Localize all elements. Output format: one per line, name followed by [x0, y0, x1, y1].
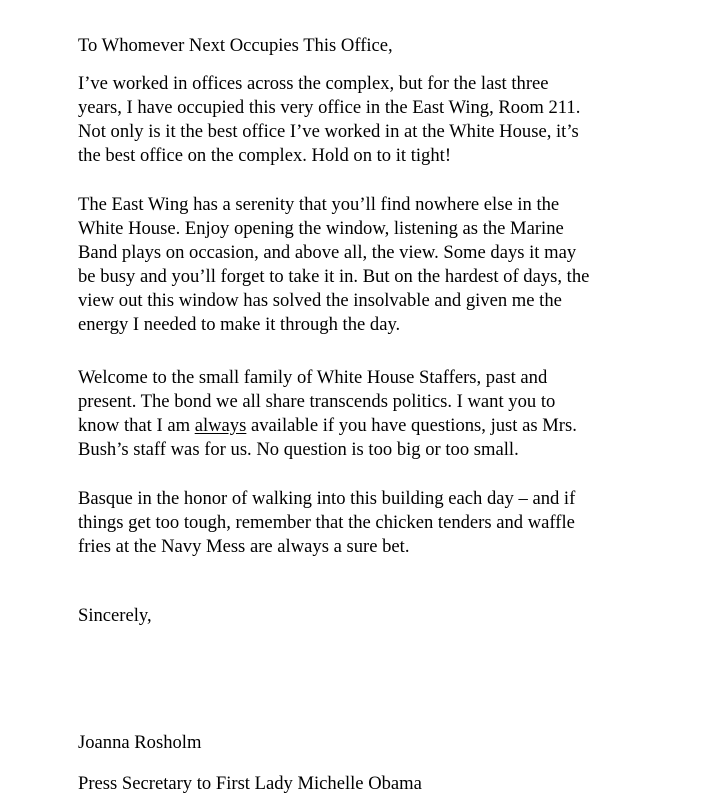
paragraph-line: Welcome to the small family of White House Staffers, past and — [78, 367, 548, 388]
paragraph-line: be busy and you’ll forget to take it in. But on the hardest of days, the — [78, 266, 590, 287]
paragraph-welcome — [78, 366, 577, 462]
letter-closing: Sincerely, — [78, 605, 152, 626]
paragraph-line: White House. Enjoy opening the window, listening as the Marine — [78, 218, 564, 239]
text-fragment: available if you have questions, just as Mrs. — [246, 415, 577, 436]
paragraph-line: years, I have occupied this very office in the East Wing, Room 211. — [78, 97, 581, 118]
paragraph-line: fries at the Navy Mess are always a sure bet. — [78, 536, 410, 557]
paragraph-line: energy I needed to make it through the day. — [78, 314, 401, 335]
paragraph-line: Not only is it the best office I’ve worked in at the White House, it’s — [78, 121, 579, 142]
paragraph-line: present. The bond we all share transcends politics. I want you to — [78, 391, 556, 412]
letter-greeting: To Whomever Next Occupies This Office, — [78, 35, 393, 56]
paragraph-line: view out this window has solved the insolvable and given me the — [78, 290, 562, 311]
paragraph-navy-mess — [78, 487, 575, 559]
paragraph-line: Band plays on occasion, and above all, the view. Some days it may — [78, 242, 577, 263]
text-fragment: know that I am — [78, 415, 195, 436]
signature-name: Joanna Rosholm — [78, 732, 202, 753]
signature-title: Press Secretary to First Lady Michelle Obama — [78, 773, 422, 794]
paragraph-line: the best office on the complex. Hold on to it tight! — [78, 145, 452, 166]
underlined-word: always — [194, 415, 247, 436]
paragraph-line-with-underline — [78, 414, 577, 438]
paragraph-line: The East Wing has a serenity that you’ll find nowhere else in the — [78, 194, 560, 215]
paragraph-intro — [78, 72, 580, 168]
paragraph-east-wing — [78, 193, 589, 337]
paragraph-line: things get too tough, remember that the chicken tenders and waffle — [78, 512, 575, 533]
paragraph-line: I’ve worked in offices across the complex, but for the last three — [78, 73, 549, 94]
paragraph-line: Basque in the honor of walking into this building each day – and if — [78, 488, 576, 509]
paragraph-line: Bush’s staff was for us. No question is too big or too small. — [78, 439, 519, 460]
